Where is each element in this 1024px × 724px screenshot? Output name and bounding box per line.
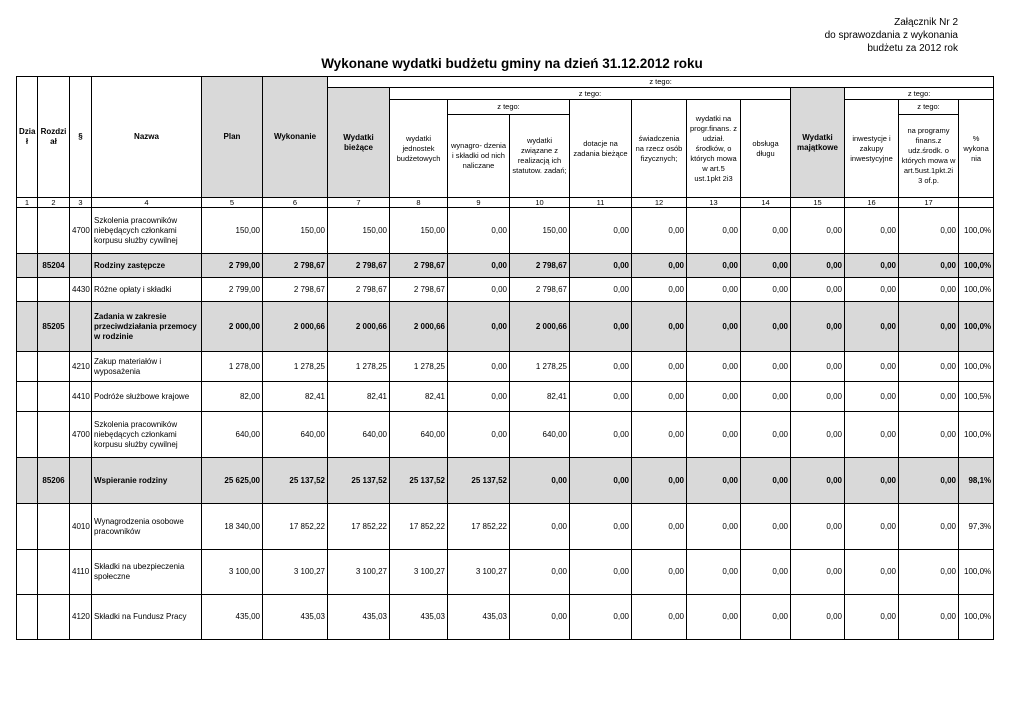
cell-wynagrodzenia: 3 100,27 [448, 550, 510, 595]
header-wydatki-biezace: Wydatki bieżące [328, 88, 390, 198]
cell-programy-inwestycje: 0,00 [899, 352, 959, 382]
cell-obsluga-dlugu: 0,00 [741, 504, 791, 550]
cell-swiadczenia: 0,00 [632, 550, 687, 595]
cell-wydatki-jednostek: 1 278,25 [390, 352, 448, 382]
header-inwestycje: inwestycje i zakupy inwestycyjne [845, 100, 899, 198]
cell-procent: 97,3% [959, 504, 994, 550]
cell-dotacje: 0,00 [570, 504, 632, 550]
header-programy-inwestycje: na programy finans.z udz.środk. o których mowa w art.5ust.1pkt.2i 3 of.p. [899, 115, 959, 198]
cell-rozdzial: 85204 [38, 254, 70, 278]
cell-nazwa: Zakup materiałów i wyposażenia [92, 352, 202, 382]
cell-procent: 100,0% [959, 208, 994, 254]
page-title: Wykonane wydatki budżetu gminy na dzień 31.12.2012 roku [321, 56, 703, 71]
cell-dzial [17, 412, 38, 458]
cell-obsluga-dlugu: 0,00 [741, 302, 791, 352]
cell-programy-inwestycje: 0,00 [899, 382, 959, 412]
cell-dzial [17, 278, 38, 302]
cell-wynagrodzenia: 0,00 [448, 302, 510, 352]
cell-nazwa: Składki na ubezpieczenia społeczne [92, 550, 202, 595]
cell-wykonanie: 25 137,52 [263, 458, 328, 504]
cell-dzial [17, 302, 38, 352]
table-row [17, 208, 994, 254]
cell-wynagrodzenia: 17 852,22 [448, 504, 510, 550]
budget-table [16, 76, 994, 640]
cell-programy-inwestycje: 0,00 [899, 278, 959, 302]
cell-wydatki-jednostek: 2 798,67 [390, 278, 448, 302]
header-z-tego-biezace: z tego: [390, 88, 791, 100]
cell-paragraf: 4210 [70, 352, 92, 382]
table-row [17, 382, 994, 412]
cell-dzial [17, 595, 38, 640]
cell-rozdzial [38, 352, 70, 382]
cell-nazwa: Rodziny zastępcze [92, 254, 202, 278]
cell-nazwa: Wspieranie rodziny [92, 458, 202, 504]
cell-wydatki-jednostek: 640,00 [390, 412, 448, 458]
cell-wydatki-majatkowe: 0,00 [791, 458, 845, 504]
cell-obsluga-dlugu: 0,00 [741, 208, 791, 254]
table-row [17, 550, 994, 595]
cell-procent: 100,0% [959, 595, 994, 640]
cell-obsluga-dlugu: 0,00 [741, 352, 791, 382]
cell-wydatki-biezace: 2 000,66 [328, 302, 390, 352]
header-z-tego-jednostek: z tego: [448, 100, 570, 115]
cell-plan: 2 799,00 [202, 278, 263, 302]
cell-wydatki-jednostek: 150,00 [390, 208, 448, 254]
cell-wydatki-jednostek: 25 137,52 [390, 458, 448, 504]
cell-wydatki-biezace: 1 278,25 [328, 352, 390, 382]
cell-dotacje: 0,00 [570, 382, 632, 412]
cell-wykonanie: 640,00 [263, 412, 328, 458]
cell-swiadczenia: 0,00 [632, 208, 687, 254]
cell-paragraf: 4110 [70, 550, 92, 595]
cell-procent: 98,1% [959, 458, 994, 504]
cell-programy: 0,00 [687, 208, 741, 254]
cell-programy: 0,00 [687, 550, 741, 595]
column-number: 1 [17, 198, 38, 208]
column-number: 8 [390, 198, 448, 208]
cell-inwestycje: 0,00 [845, 278, 899, 302]
cell-wydatki-majatkowe: 0,00 [791, 382, 845, 412]
cell-zadania-statutowe: 0,00 [510, 550, 570, 595]
cell-inwestycje: 0,00 [845, 352, 899, 382]
cell-dzial [17, 550, 38, 595]
column-number: 2 [38, 198, 70, 208]
cell-wydatki-majatkowe: 0,00 [791, 550, 845, 595]
cell-swiadczenia: 0,00 [632, 352, 687, 382]
cell-wykonanie: 17 852,22 [263, 504, 328, 550]
cell-paragraf: 4010 [70, 504, 92, 550]
cell-wydatki-biezace: 2 798,67 [328, 278, 390, 302]
cell-wydatki-jednostek: 2 000,66 [390, 302, 448, 352]
table-row [17, 595, 994, 640]
header-rozdzial: Rozdzi ał [38, 77, 70, 198]
cell-plan: 82,00 [202, 382, 263, 412]
table-group-row [17, 302, 994, 352]
cell-dzial [17, 352, 38, 382]
cell-wynagrodzenia: 435,03 [448, 595, 510, 640]
cell-inwestycje: 0,00 [845, 302, 899, 352]
cell-zadania-statutowe: 2 798,67 [510, 254, 570, 278]
table-row [17, 352, 994, 382]
cell-paragraf: 4410 [70, 382, 92, 412]
cell-wykonanie: 150,00 [263, 208, 328, 254]
cell-wydatki-majatkowe: 0,00 [791, 278, 845, 302]
cell-obsluga-dlugu: 0,00 [741, 278, 791, 302]
cell-inwestycje: 0,00 [845, 504, 899, 550]
cell-swiadczenia: 0,00 [632, 458, 687, 504]
column-number: 6 [263, 198, 328, 208]
cell-zadania-statutowe: 150,00 [510, 208, 570, 254]
cell-wydatki-jednostek: 3 100,27 [390, 550, 448, 595]
cell-procent: 100,0% [959, 278, 994, 302]
cell-wykonanie: 2 000,66 [263, 302, 328, 352]
cell-nazwa: Podróże służbowe krajowe [92, 382, 202, 412]
attachment-note [825, 16, 958, 55]
cell-programy: 0,00 [687, 254, 741, 278]
cell-procent: 100,0% [959, 412, 994, 458]
cell-swiadczenia: 0,00 [632, 382, 687, 412]
cell-programy: 0,00 [687, 458, 741, 504]
column-number: 7 [328, 198, 390, 208]
cell-zadania-statutowe: 0,00 [510, 595, 570, 640]
cell-wydatki-majatkowe: 0,00 [791, 352, 845, 382]
column-number: 10 [510, 198, 570, 208]
cell-plan: 2 000,00 [202, 302, 263, 352]
cell-programy: 0,00 [687, 352, 741, 382]
cell-zadania-statutowe: 1 278,25 [510, 352, 570, 382]
cell-programy-inwestycje: 0,00 [899, 504, 959, 550]
header-wynagrodzenia: wynagro- dzenia i składki od nich naliczane [448, 115, 510, 198]
table-group-row [17, 458, 994, 504]
cell-wykonanie: 1 278,25 [263, 352, 328, 382]
cell-rozdzial [38, 278, 70, 302]
cell-paragraf: 4700 [70, 208, 92, 254]
cell-plan: 18 340,00 [202, 504, 263, 550]
cell-dotacje: 0,00 [570, 458, 632, 504]
header-zadania-statutowe: wydatki związane z realizacją ich statutow. zadań; [510, 115, 570, 198]
column-number: 5 [202, 198, 263, 208]
cell-paragraf: 4430 [70, 278, 92, 302]
column-number-row [17, 198, 994, 208]
cell-programy: 0,00 [687, 382, 741, 412]
cell-programy: 0,00 [687, 278, 741, 302]
cell-wydatki-biezace: 2 798,67 [328, 254, 390, 278]
cell-wydatki-biezace: 435,03 [328, 595, 390, 640]
cell-plan: 25 625,00 [202, 458, 263, 504]
cell-dotacje: 0,00 [570, 254, 632, 278]
cell-dotacje: 0,00 [570, 595, 632, 640]
cell-programy: 0,00 [687, 595, 741, 640]
column-number: 17 [899, 198, 959, 208]
cell-dotacje: 0,00 [570, 550, 632, 595]
cell-procent: 100,0% [959, 550, 994, 595]
column-number: 15 [791, 198, 845, 208]
attachment-line-3: budżetu za 2012 rok [867, 43, 958, 54]
cell-obsluga-dlugu: 0,00 [741, 595, 791, 640]
header-nazwa: Nazwa [92, 77, 202, 198]
cell-wydatki-majatkowe: 0,00 [791, 412, 845, 458]
cell-nazwa: Zadania w zakresie przeciwdziałania przemocy w rodzinie [92, 302, 202, 352]
cell-paragraf: 4700 [70, 412, 92, 458]
cell-wydatki-jednostek: 435,03 [390, 595, 448, 640]
cell-obsluga-dlugu: 0,00 [741, 382, 791, 412]
cell-swiadczenia: 0,00 [632, 254, 687, 278]
cell-plan: 435,00 [202, 595, 263, 640]
cell-wynagrodzenia: 0,00 [448, 254, 510, 278]
header-z-tego-top: z tego: [328, 77, 994, 88]
cell-wydatki-biezace: 3 100,27 [328, 550, 390, 595]
attachment-line-1: Załącznik Nr 2 [894, 17, 958, 28]
cell-inwestycje: 0,00 [845, 254, 899, 278]
cell-wydatki-jednostek: 2 798,67 [390, 254, 448, 278]
header-swiadczenia: świadczenia na rzecz osób fizycznych; [632, 100, 687, 198]
cell-dzial [17, 208, 38, 254]
cell-wydatki-majatkowe: 0,00 [791, 504, 845, 550]
cell-wynagrodzenia: 0,00 [448, 208, 510, 254]
cell-wydatki-biezace: 17 852,22 [328, 504, 390, 550]
cell-wynagrodzenia: 0,00 [448, 278, 510, 302]
cell-paragraf [70, 254, 92, 278]
cell-wynagrodzenia: 0,00 [448, 412, 510, 458]
cell-procent: 100,0% [959, 254, 994, 278]
header-z-tego-majatkowe: z tego: [845, 88, 994, 100]
column-number: 4 [92, 198, 202, 208]
cell-inwestycje: 0,00 [845, 208, 899, 254]
header-paragraf: § [70, 77, 92, 198]
table-group-row [17, 254, 994, 278]
cell-wydatki-majatkowe: 0,00 [791, 254, 845, 278]
cell-swiadczenia: 0,00 [632, 302, 687, 352]
cell-rozdzial [38, 550, 70, 595]
cell-swiadczenia: 0,00 [632, 504, 687, 550]
cell-procent: 100,0% [959, 352, 994, 382]
cell-rozdzial [38, 382, 70, 412]
cell-swiadczenia: 0,00 [632, 595, 687, 640]
cell-rozdzial [38, 595, 70, 640]
cell-zadania-statutowe: 0,00 [510, 504, 570, 550]
cell-wydatki-biezace: 82,41 [328, 382, 390, 412]
cell-zadania-statutowe: 82,41 [510, 382, 570, 412]
cell-procent: 100,5% [959, 382, 994, 412]
cell-plan: 150,00 [202, 208, 263, 254]
cell-programy-inwestycje: 0,00 [899, 458, 959, 504]
header-wydatki-jednostek: wydatki jednostek budżetowych [390, 100, 448, 198]
cell-programy: 0,00 [687, 504, 741, 550]
cell-dzial [17, 254, 38, 278]
cell-inwestycje: 0,00 [845, 382, 899, 412]
cell-rozdzial [38, 504, 70, 550]
cell-wydatki-majatkowe: 0,00 [791, 208, 845, 254]
column-number: 3 [70, 198, 92, 208]
cell-inwestycje: 0,00 [845, 412, 899, 458]
cell-wynagrodzenia: 0,00 [448, 352, 510, 382]
cell-inwestycje: 0,00 [845, 595, 899, 640]
cell-nazwa: Szkolenia pracowników niebędących członkami korpusu służby cywilnej [92, 412, 202, 458]
column-number: 13 [687, 198, 741, 208]
cell-wydatki-jednostek: 17 852,22 [390, 504, 448, 550]
cell-nazwa: Szkolenia pracowników niebędących członkami korpusu służby cywilnej [92, 208, 202, 254]
header-wydatki-majatkowe: Wydatki majątkowe [791, 88, 845, 198]
cell-inwestycje: 0,00 [845, 458, 899, 504]
cell-programy: 0,00 [687, 412, 741, 458]
header-procent: % wykona nia [959, 100, 994, 198]
cell-wynagrodzenia: 0,00 [448, 382, 510, 412]
header-wykonanie: Wykonanie [263, 77, 328, 198]
cell-plan: 3 100,00 [202, 550, 263, 595]
cell-obsluga-dlugu: 0,00 [741, 550, 791, 595]
cell-plan: 640,00 [202, 412, 263, 458]
header-dzial: Dzia ł [17, 77, 38, 198]
cell-wynagrodzenia: 25 137,52 [448, 458, 510, 504]
cell-zadania-statutowe: 2 000,66 [510, 302, 570, 352]
cell-wydatki-biezace: 150,00 [328, 208, 390, 254]
cell-obsluga-dlugu: 0,00 [741, 254, 791, 278]
cell-rozdzial: 85206 [38, 458, 70, 504]
header-obsluga-dlugu: obsługa długu [741, 100, 791, 198]
column-number: 11 [570, 198, 632, 208]
cell-paragraf [70, 458, 92, 504]
cell-paragraf: 4120 [70, 595, 92, 640]
cell-wykonanie: 2 798,67 [263, 254, 328, 278]
cell-obsluga-dlugu: 0,00 [741, 412, 791, 458]
cell-wydatki-biezace: 25 137,52 [328, 458, 390, 504]
column-number: 12 [632, 198, 687, 208]
cell-dotacje: 0,00 [570, 302, 632, 352]
cell-rozdzial: 85205 [38, 302, 70, 352]
cell-wykonanie: 82,41 [263, 382, 328, 412]
column-number: 9 [448, 198, 510, 208]
column-number [959, 198, 994, 208]
cell-programy: 0,00 [687, 302, 741, 352]
cell-wydatki-majatkowe: 0,00 [791, 302, 845, 352]
cell-inwestycje: 0,00 [845, 550, 899, 595]
cell-programy-inwestycje: 0,00 [899, 208, 959, 254]
cell-swiadczenia: 0,00 [632, 278, 687, 302]
cell-zadania-statutowe: 2 798,67 [510, 278, 570, 302]
column-number: 16 [845, 198, 899, 208]
cell-rozdzial [38, 412, 70, 458]
table-row [17, 412, 994, 458]
table-row [17, 504, 994, 550]
cell-programy-inwestycje: 0,00 [899, 550, 959, 595]
cell-programy-inwestycje: 0,00 [899, 302, 959, 352]
cell-nazwa: Wynagrodzenia osobowe pracowników [92, 504, 202, 550]
header-plan: Plan [202, 77, 263, 198]
cell-wykonanie: 3 100,27 [263, 550, 328, 595]
column-number: 14 [741, 198, 791, 208]
cell-obsluga-dlugu: 0,00 [741, 458, 791, 504]
cell-dotacje: 0,00 [570, 352, 632, 382]
cell-nazwa: Składki na Fundusz Pracy [92, 595, 202, 640]
cell-paragraf [70, 302, 92, 352]
header-programy-finansowane: wydatki na progr.finans. z udział. środków, o których mowa w art.5 ust.1pkt 2i3 [687, 100, 741, 198]
cell-dzial [17, 458, 38, 504]
cell-dzial [17, 504, 38, 550]
cell-plan: 1 278,00 [202, 352, 263, 382]
cell-zadania-statutowe: 640,00 [510, 412, 570, 458]
cell-rozdzial [38, 208, 70, 254]
cell-swiadczenia: 0,00 [632, 412, 687, 458]
cell-programy-inwestycje: 0,00 [899, 254, 959, 278]
cell-wydatki-majatkowe: 0,00 [791, 595, 845, 640]
cell-wydatki-biezace: 640,00 [328, 412, 390, 458]
cell-zadania-statutowe: 0,00 [510, 458, 570, 504]
cell-programy-inwestycje: 0,00 [899, 412, 959, 458]
cell-dzial [17, 382, 38, 412]
header-dotacje: dotacje na zadania bieżące [570, 100, 632, 198]
table-row [17, 278, 994, 302]
cell-programy-inwestycje: 0,00 [899, 595, 959, 640]
cell-wykonanie: 435,03 [263, 595, 328, 640]
cell-procent: 100,0% [959, 302, 994, 352]
cell-wykonanie: 2 798,67 [263, 278, 328, 302]
header-z-tego-inwestycje: z tego: [899, 100, 959, 115]
cell-wydatki-jednostek: 82,41 [390, 382, 448, 412]
cell-dotacje: 0,00 [570, 208, 632, 254]
cell-dotacje: 0,00 [570, 412, 632, 458]
attachment-line-2: do sprawozdania z wykonania [824, 30, 958, 41]
cell-plan: 2 799,00 [202, 254, 263, 278]
cell-dotacje: 0,00 [570, 278, 632, 302]
cell-nazwa: Różne opłaty i składki [92, 278, 202, 302]
